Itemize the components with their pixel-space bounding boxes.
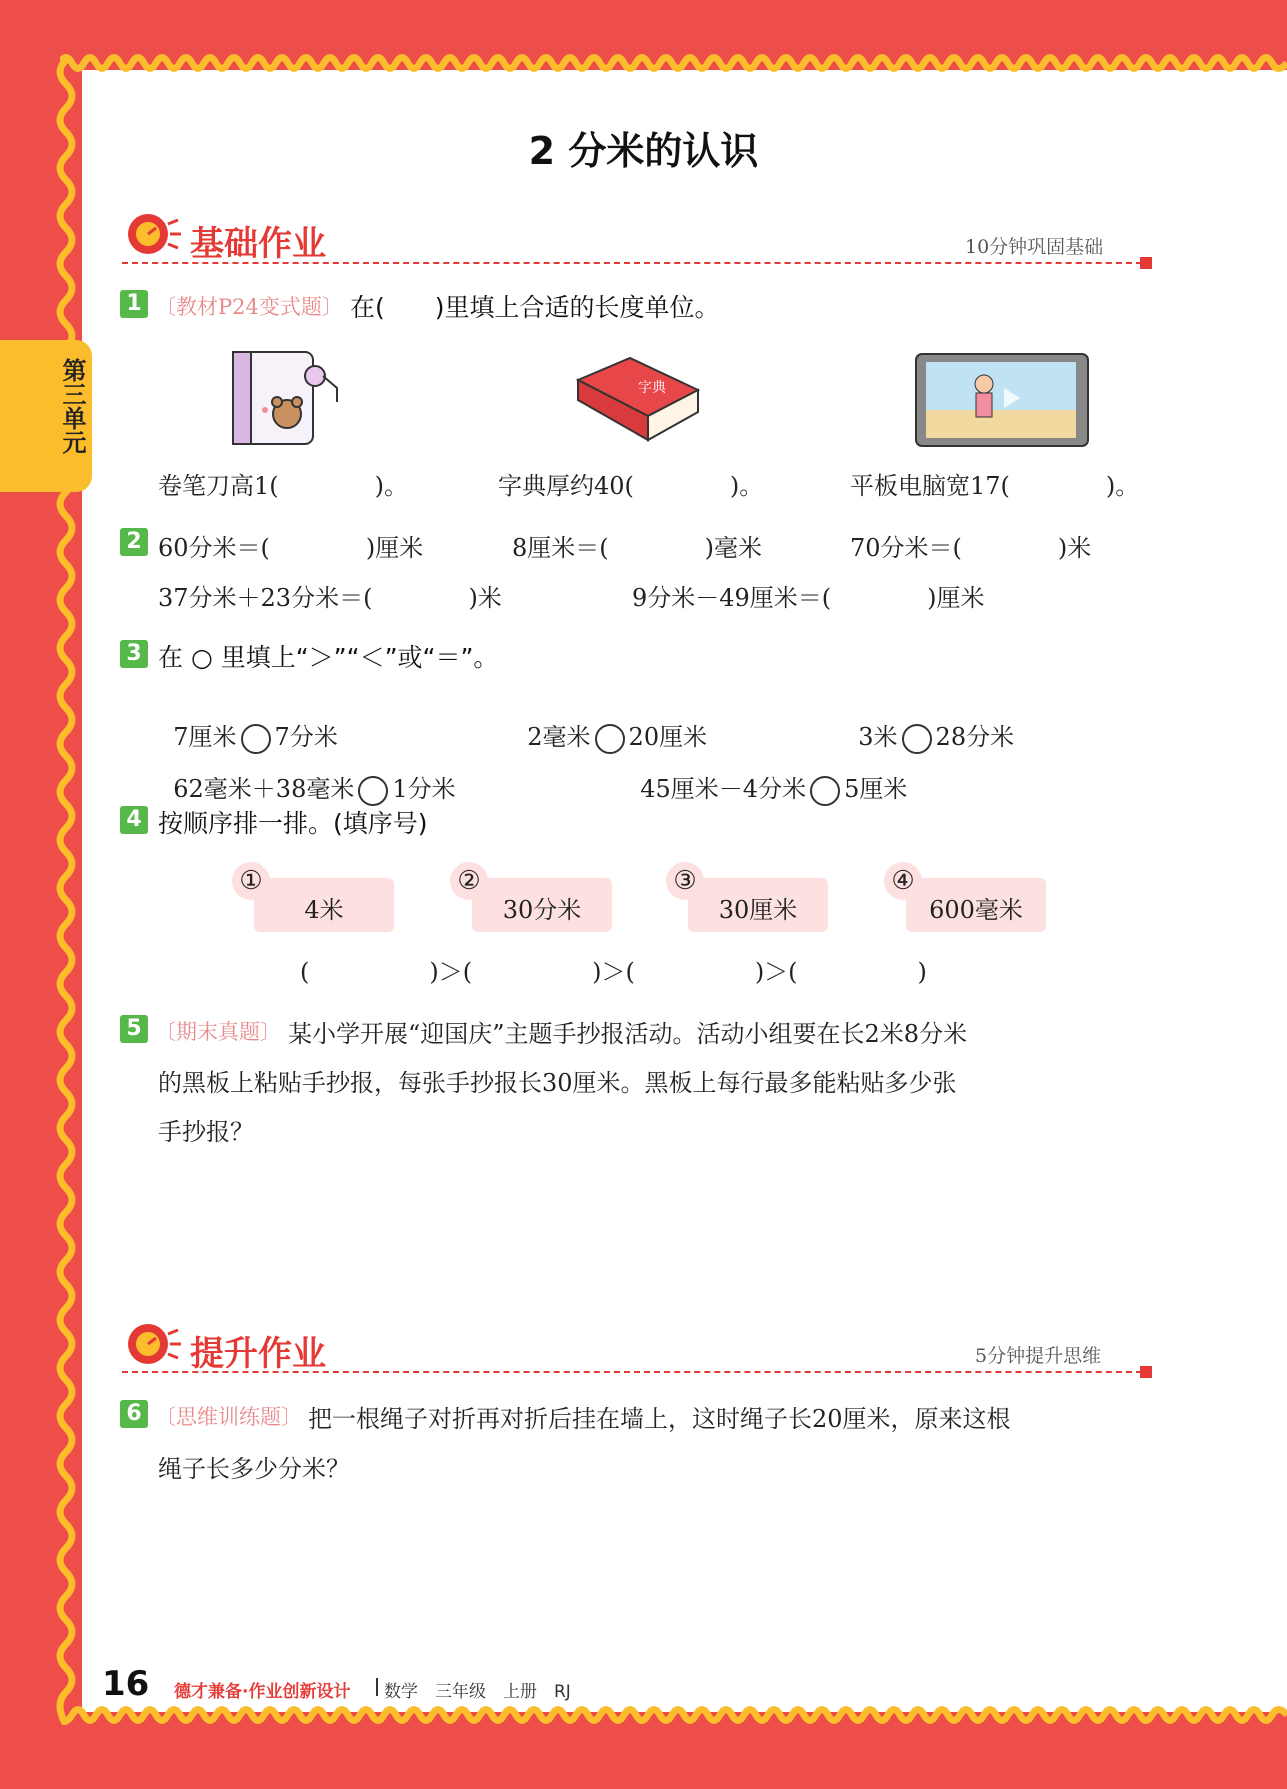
option-card-number: ③ xyxy=(666,862,704,900)
q1-item-1: 卷笔刀高1( )。 xyxy=(158,472,408,500)
q2-row1-item-2: 8厘米＝( )毫米 xyxy=(512,534,762,562)
q2-row2-item-2: 9分米－49厘米＝( )厘米 xyxy=(632,584,985,612)
option-card-label: 30厘米 xyxy=(718,896,798,924)
question-tag: 〔教材P24变式题〕 xyxy=(155,295,343,319)
option-card-label: 4米 xyxy=(304,896,344,924)
divider-end-mark xyxy=(1140,257,1152,269)
q5-line-1: 某小学开展“迎国庆”主题手抄报活动。活动小组要在长2米8分米 xyxy=(288,1020,968,1048)
q3-compare-5: 45厘米－4分米 5厘米 xyxy=(625,741,907,806)
section-divider xyxy=(122,262,1152,264)
q3-compare-3: 3米 28分米 xyxy=(843,689,1014,754)
question-number: 4 xyxy=(120,806,148,834)
question-text: 在( )里填上合适的长度单位。 xyxy=(350,293,720,322)
tablet-image xyxy=(912,350,1092,450)
alarm-clock-icon xyxy=(118,1318,182,1370)
answer-circle[interactable] xyxy=(595,724,625,754)
q1-item-2: 字典厚约40( )。 xyxy=(498,472,764,500)
page-number: 16 xyxy=(102,1664,150,1704)
q2-row2-item-1: 37分米＋23分米＝( )米 xyxy=(158,584,502,612)
q3-compare-4: 62毫米＋38毫米 1分米 xyxy=(158,741,456,806)
q2-row1-item-3: 70分米＝( )米 xyxy=(850,534,1092,562)
answer-circle[interactable] xyxy=(358,776,388,806)
alarm-clock-icon xyxy=(118,208,182,260)
section-note-basic: 10分钟巩固基础 xyxy=(965,236,1104,258)
question-number: 2 xyxy=(120,528,148,556)
unit-tab xyxy=(0,340,92,492)
question-text: 在 ○ 里填上“＞”“＜”或“＝”。 xyxy=(158,643,499,672)
option-card-label: 30分米 xyxy=(502,896,582,924)
q5-line-3: 手抄报？ xyxy=(158,1118,254,1146)
question-number: 6 xyxy=(120,1400,148,1428)
divider-end-mark xyxy=(1140,1366,1152,1378)
option-card-label: 600毫米 xyxy=(929,896,1023,924)
dictionary-image xyxy=(570,350,705,450)
dictionary-cover-label: 字典 xyxy=(638,380,666,396)
question-number: 5 xyxy=(120,1015,148,1043)
q6-line-1: 把一根绳子对折再对折后挂在墙上，这时绳子长20厘米，原来这根 xyxy=(308,1405,1011,1433)
section-divider xyxy=(122,1371,1152,1373)
wavy-border-top xyxy=(60,48,1287,78)
pencil-sharpener-image xyxy=(225,340,355,450)
footer-brand: 德才兼备·作业创新设计 xyxy=(174,1682,351,1702)
q3-compare-1: 7厘米 7分米 xyxy=(158,689,338,754)
question-tag: 〔期末真题〕 xyxy=(155,1020,281,1044)
q4-answer-line: ( )＞( )＞( )＞( ) xyxy=(300,958,927,986)
footer-separator xyxy=(376,1678,378,1696)
q1-item-3: 平板电脑宽17( )。 xyxy=(850,472,1140,500)
page-title: 2 分米的认识 xyxy=(528,129,759,173)
section-heading-advanced: 提升作业 xyxy=(190,1334,326,1374)
question-number: 3 xyxy=(120,640,148,668)
option-card-number: ④ xyxy=(884,862,922,900)
q6-line-2: 绳子长多少分米？ xyxy=(158,1455,350,1483)
answer-circle[interactable] xyxy=(810,776,840,806)
question-tag: 〔思维训练题〕 xyxy=(155,1405,302,1429)
option-card-number: ① xyxy=(232,862,270,900)
q5-line-2: 的黑板上粘贴手抄报，每张手抄报长30厘米。黑板上每行最多能粘贴多少张 xyxy=(158,1069,957,1097)
option-card-number: ② xyxy=(450,862,488,900)
wavy-border-left xyxy=(48,60,84,1725)
q2-row1-item-1: 60分米＝( )厘米 xyxy=(158,534,424,562)
footer-subject: 数学 三年级 上册 RJ xyxy=(384,1682,571,1702)
q3-compare-2: 2毫米 20厘米 xyxy=(512,689,707,754)
unit-tab-label: 第三单元 xyxy=(58,358,86,454)
wavy-border-bottom xyxy=(60,1700,1287,1730)
question-number: 1 xyxy=(120,290,148,318)
section-heading-basic: 基础作业 xyxy=(190,224,326,264)
section-note-advanced: 5分钟提升思维 xyxy=(975,1345,1102,1367)
question-text: 按顺序排一排。(填序号) xyxy=(158,809,428,838)
